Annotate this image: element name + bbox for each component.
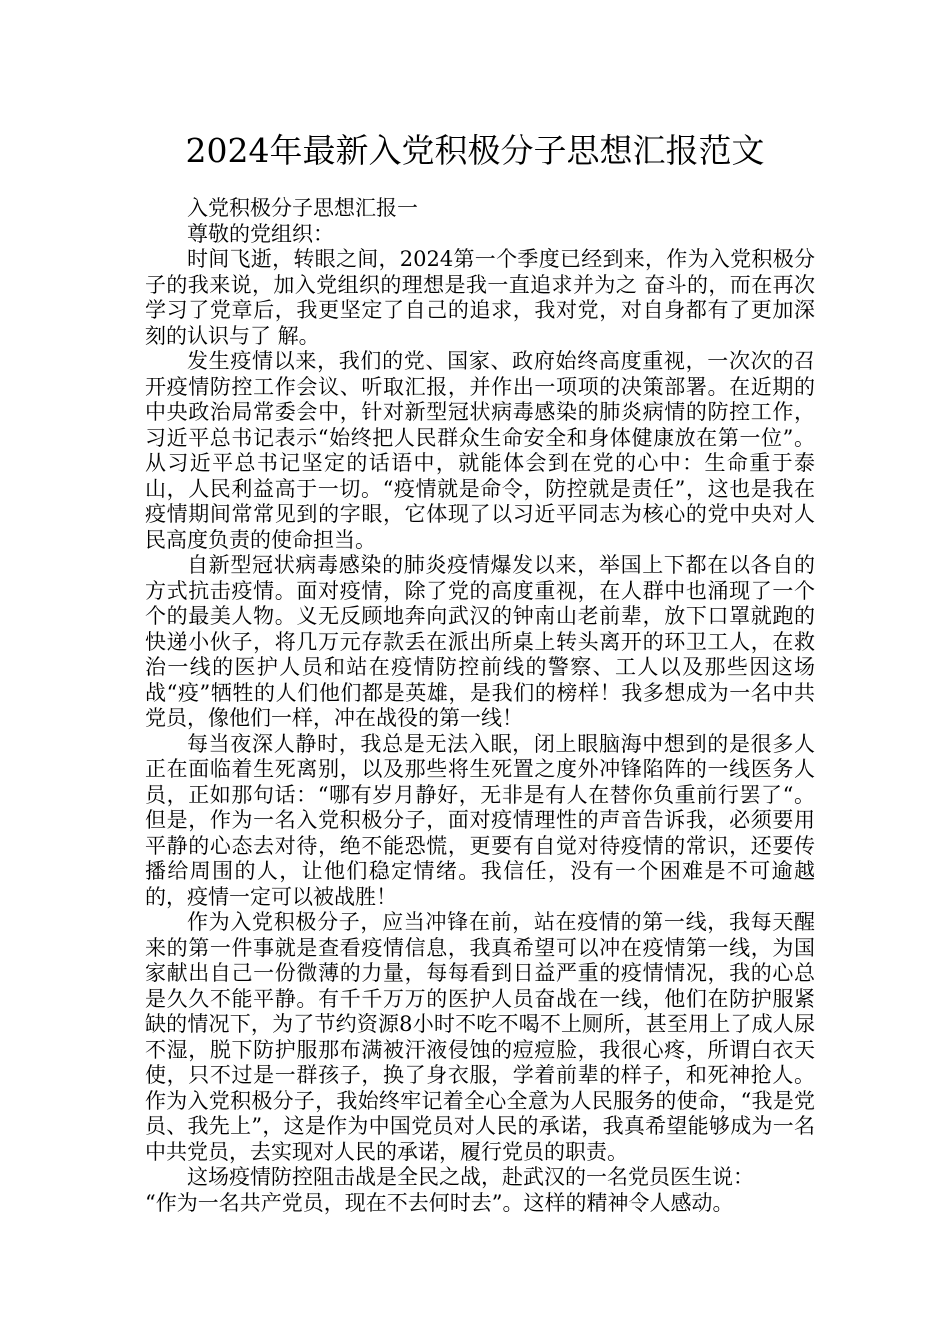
paragraph-2: 发生疫情以来，我们的党、国家、政府始终高度重视，一次次的召开疫情防控工作会议、听取汇报，并作出一项项的决策部署。在近期的中央政治局常委会中，针对新型冠状病毒感染的肺炎病情的防控工作，习近平总书记表示“始终把人民群众生命安全和身体健康放在第一位”。从习近平总书记坚定的话语中，就能体会到在党的心中：生命重于泰山，人民利益高于一切。“疫情就是命令，防控就是责任”，这也是我在疫情期间常常见到的字眼，它体现了以习近平同志为核心的党中央对人民高度负责的使命担当。 [145, 349, 815, 552]
document-title: 2024年最新入党积极分子思想汇报范文 [185, 131, 765, 170]
paragraph-1: 时间飞逝，转眼之间，2024第一个季度已经到来，作为入党积极分子的我来说，加入党组织的理想是我一直追求并为之 奋斗的，而在再次学习了党章后，我更坚定了自己的追求，我对党，对自身都有了更加深刻的认识与了 解。 [145, 247, 815, 348]
paragraph-6: 这场疫情防控阻击战是全民之战，赴武汉的一名党员医生说： [187, 1165, 754, 1189]
paragraph-3: 自新型冠状病毒感染的肺炎疫情爆发以来，举国上下都在以各自的方式抗击疫情。面对疫情，除了党的高度重视，在人群中也涌现了一个个的最美人物。义无反顾地奔向武汉的钟南山老前辈，放下口罩就跑的快递小伙子，将几万元存款丢在派出所桌上转头离开的环卫工人，在救治一线的医护人员和站在疫情防控前线的警察、工人以及那些因这场战“疫”牺牲的人们他们都是英雄，是我们的榜样！我多想成为一名中共党员，像他们一样，冲在战役的第一线！ [145, 553, 815, 730]
paragraph-6-continued: “作为一名共产党员，现在不去何时去”。这样的精神令人感动。 [145, 1190, 734, 1215]
section-heading: 入党积极分子思想汇报一 [187, 196, 418, 220]
paragraph-5: 作为入党积极分子，应当冲锋在前，站在疫情的第一线，我每天醒来的第一件事就是查看疫情信息，我真希望可以冲在疫情第一线，为国家献出自己一份微薄的力量，每每看到日益严重的疫情情况，我的心总是久久不能平静。有千千万万的医护人员奋战在一线，他们在防护服紧缺的情况下，为了节约资源8小时不吃不喝不上厕所，甚至用上了成人尿不湿，脱下防护服那布满被汗液侵蚀的痘痘脸，我很心疼，所谓白衣天使，只不过是一群孩子，换了身衣服，学着前辈的样子，和死神抢人。作为入党积极分子，我始终牢记着全心全意为人民服务的使命，“我是党员、我先上”，这是作为中国党员对人民的承诺，我真希望能够成为一名中共党员，去实现对人民的承诺，履行党员的职责。 [145, 910, 815, 1164]
paragraph-4: 每当夜深人静时，我总是无法入眠，闭上眼脑海中想到的是很多人正在面临着生死离别，以及那些将生死置之度外冲锋陷阵的一线医务人员，正如那句话：“哪有岁月静好，无非是有人在替你负重前行罢了“。但是，作为一名入党积极分子，面对疫情理性的声音告诉我，必须要用平静的心态去对待，绝不能恐慌，更要有自觉对待疫情的常识，还要传播给周围的人，让他们稳定情绪。我信任，没有一个困难是不可逾越的，疫情一定可以被战胜！ [145, 731, 815, 909]
document-body [145, 196, 815, 1216]
salutation: 尊敬的党组织： [187, 221, 334, 246]
